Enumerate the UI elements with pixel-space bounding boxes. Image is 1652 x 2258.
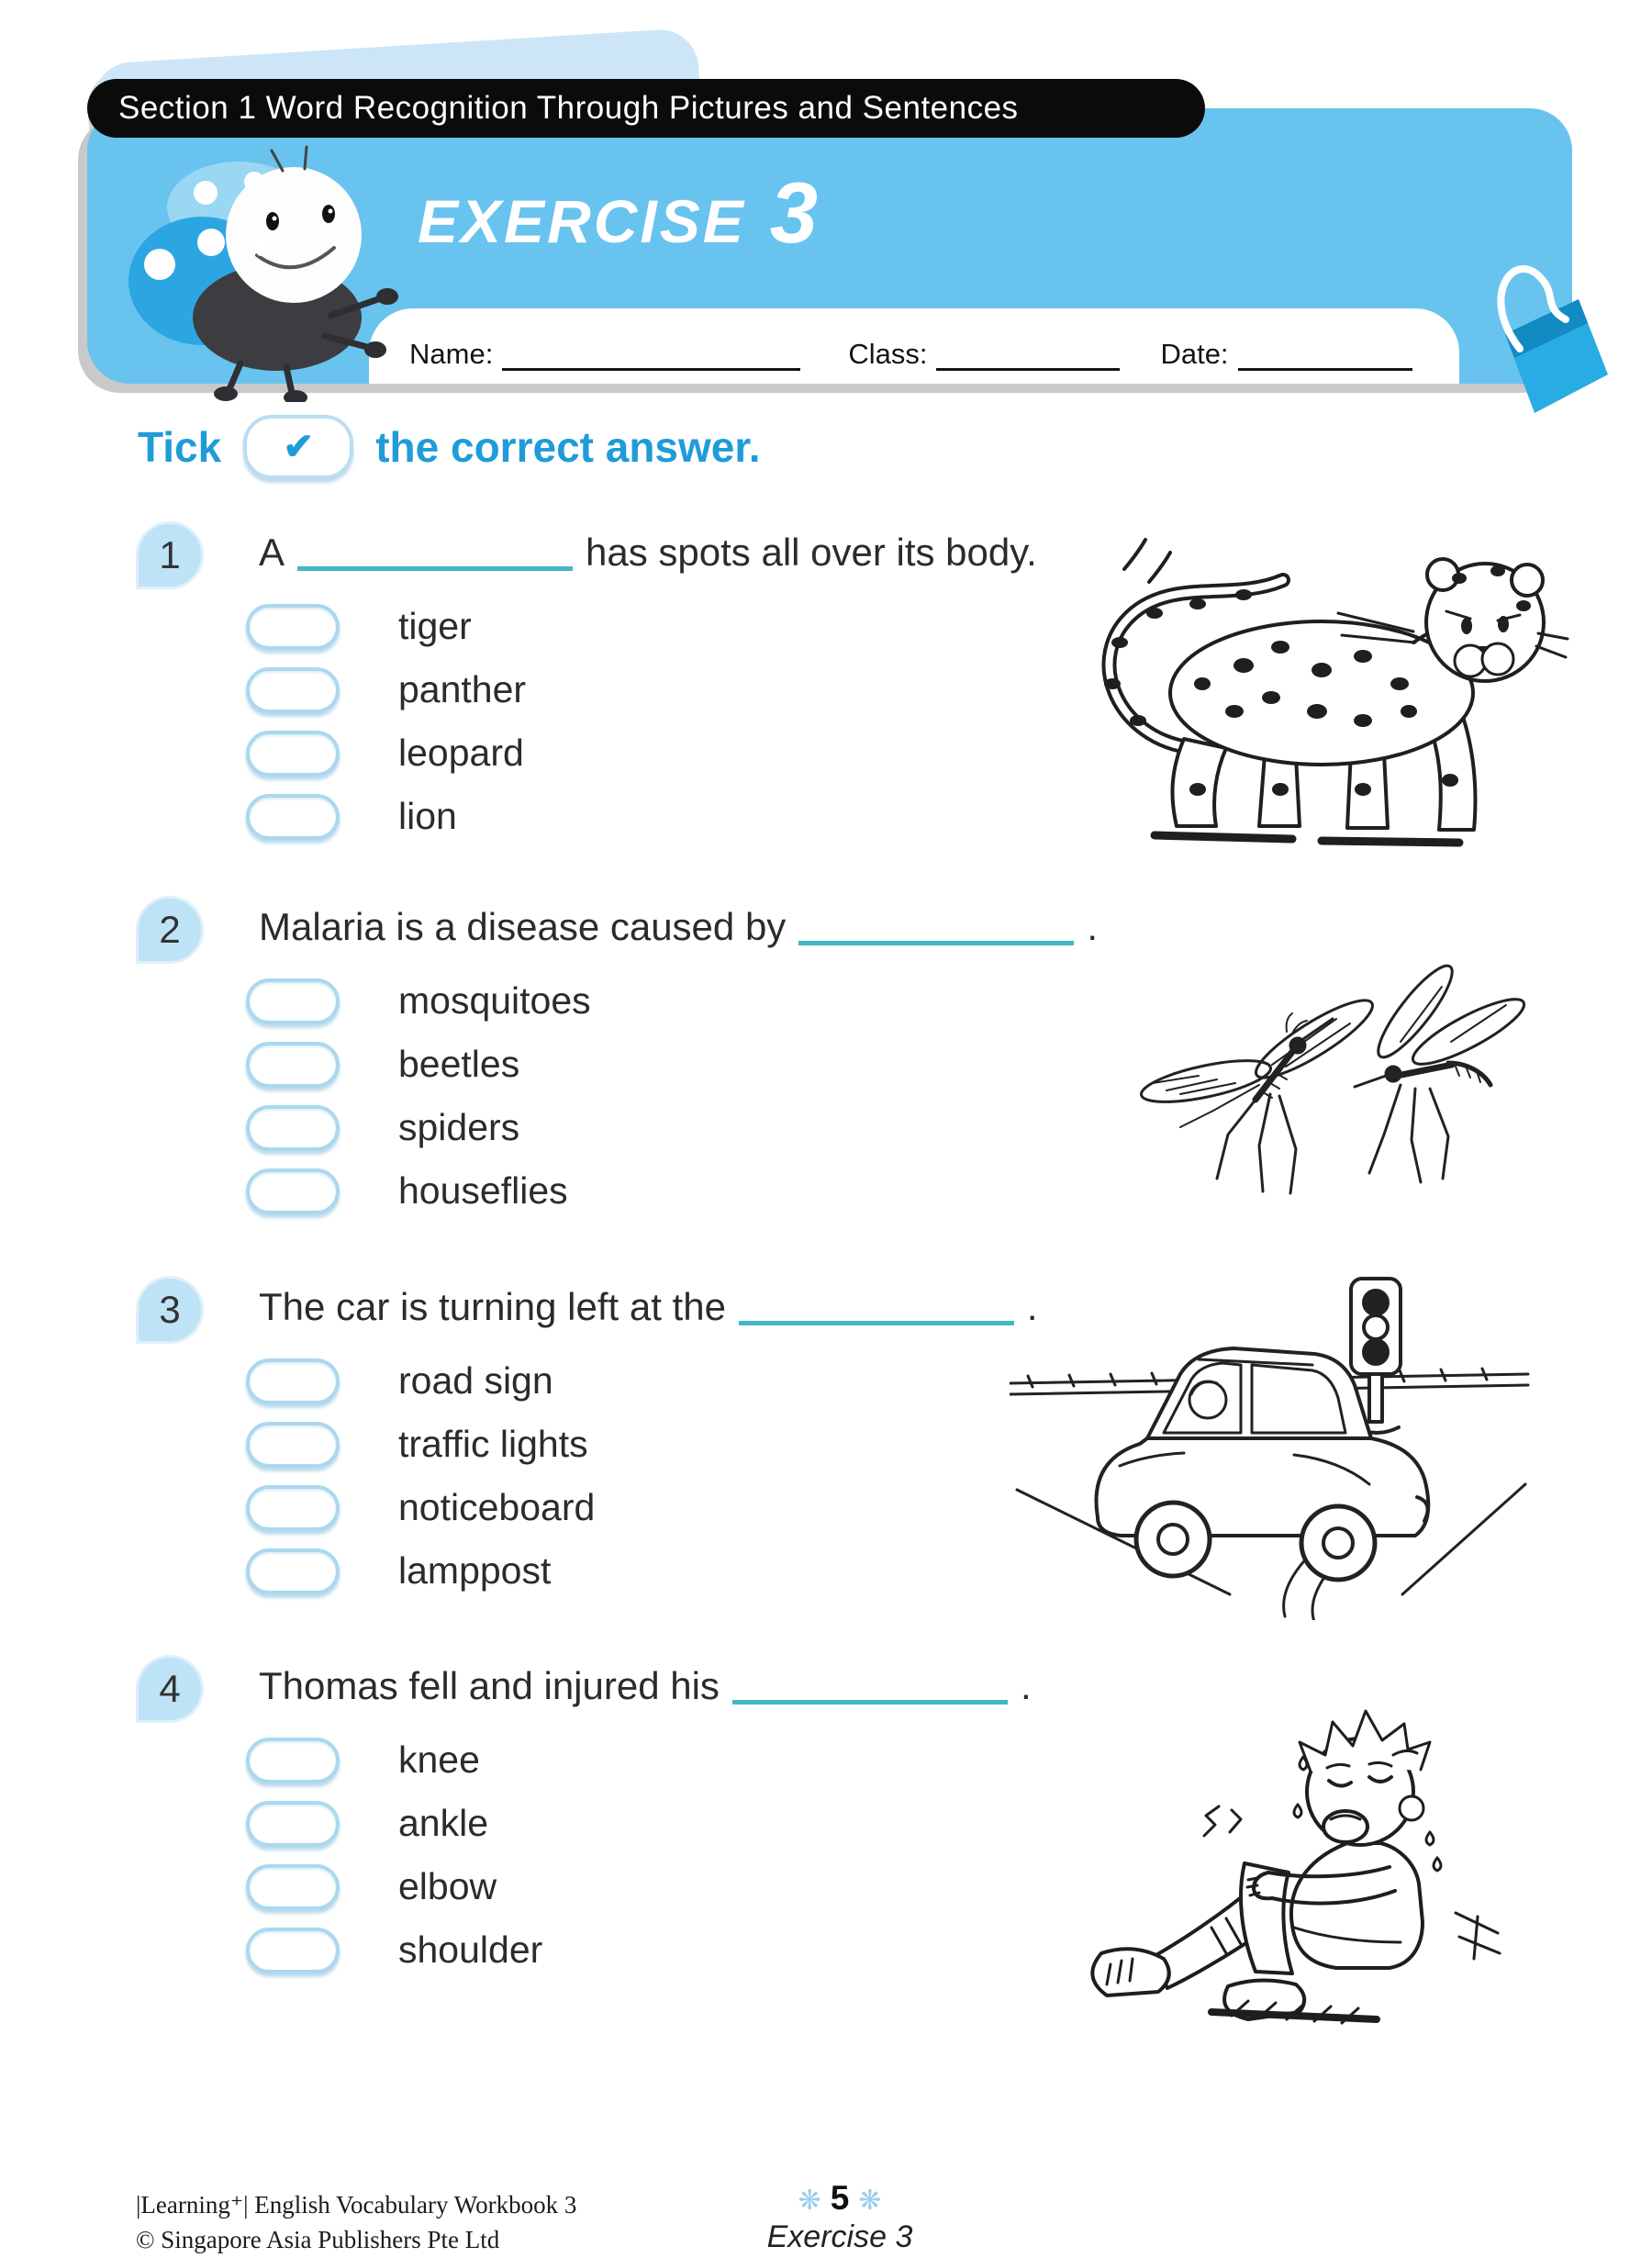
- option-row: [246, 1159, 591, 1223]
- option-row: [246, 785, 526, 848]
- options-list: [246, 969, 591, 1223]
- option-row: [246, 721, 526, 785]
- question-text-after: has spots all over its body.: [586, 531, 1037, 574]
- exercise-title: [418, 163, 818, 263]
- option-label: beetles: [398, 1043, 520, 1085]
- option-checkbox[interactable]: [246, 1738, 340, 1783]
- answer-blank[interactable]: [297, 533, 573, 571]
- option-row: [246, 969, 591, 1033]
- exercise-label: EXERCISE: [418, 187, 746, 255]
- option-row: [246, 658, 526, 721]
- option-row: [246, 1349, 595, 1413]
- answer-blank[interactable]: [732, 1667, 1008, 1705]
- option-checkbox[interactable]: [246, 604, 340, 650]
- question-sentence: [259, 1664, 1032, 1708]
- answer-blank[interactable]: [798, 908, 1074, 945]
- tick-box: [243, 415, 353, 479]
- option-row: [246, 1792, 542, 1855]
- binder-clip-icon: [1452, 246, 1613, 434]
- instruction-prefix: Tick: [138, 423, 222, 471]
- question-number: 2: [159, 908, 181, 951]
- class-field-label: Class:: [848, 338, 928, 370]
- question-number-badge: [136, 1655, 204, 1723]
- option-label: traffic lights: [398, 1423, 588, 1465]
- question-number-badge: [136, 521, 204, 589]
- options-list: [246, 1728, 542, 1982]
- option-label: lion: [398, 795, 457, 837]
- option-checkbox[interactable]: [246, 1042, 340, 1088]
- question-sentence: [259, 1285, 1038, 1329]
- question-4: [0, 1648, 1652, 2042]
- option-checkbox[interactable]: [246, 1928, 340, 1973]
- option-row: [246, 1728, 542, 1792]
- option-checkbox[interactable]: [246, 1358, 340, 1404]
- option-label: houseflies: [398, 1169, 568, 1212]
- option-label: lamppost: [398, 1549, 552, 1592]
- question-number: 4: [159, 1667, 181, 1710]
- date-field-line[interactable]: [1238, 341, 1412, 371]
- question-text-before: A: [259, 531, 285, 574]
- mosquitoes-illustration: [1125, 955, 1538, 1221]
- question-number: 3: [159, 1288, 181, 1331]
- question-text-after: .: [1020, 1664, 1032, 1707]
- car-traffic-light-illustration: [1010, 1271, 1533, 1620]
- option-row: [246, 1539, 595, 1603]
- question-text-before: Thomas fell and injured his: [259, 1664, 720, 1707]
- date-field-label: Date:: [1160, 338, 1229, 370]
- question-sentence: [259, 531, 1037, 575]
- option-checkbox[interactable]: [246, 1168, 340, 1214]
- question-text-after: .: [1026, 1285, 1038, 1328]
- option-row: [246, 1033, 591, 1096]
- page-number-row: [707, 2179, 973, 2218]
- option-label: elbow: [398, 1865, 497, 1907]
- option-row: [246, 1918, 542, 1982]
- tick-icon: ✔: [283, 427, 314, 467]
- option-label: mosquitoes: [398, 979, 591, 1022]
- page-decoration-icon: ❋: [798, 2185, 821, 2216]
- option-row: [246, 1476, 595, 1539]
- question-text-before: Malaria is a disease caused by: [259, 905, 787, 948]
- footer-copyright: © Singapore Asia Publishers Pte Ltd: [136, 2225, 500, 2253]
- option-label: panther: [398, 668, 527, 710]
- option-checkbox[interactable]: [246, 1105, 340, 1151]
- footer-book-title: |Learning⁺| English Vocabulary Workbook 3: [136, 2191, 577, 2219]
- options-list: [246, 595, 526, 848]
- option-checkbox[interactable]: [246, 1864, 340, 1910]
- ladybug-mascot-icon: [103, 127, 410, 402]
- leopard-illustration: [1046, 514, 1569, 863]
- option-label: knee: [398, 1738, 480, 1781]
- section-title: Section 1 Word Recognition Through Pictures and Sentences: [118, 90, 1019, 126]
- option-row: [246, 1413, 595, 1476]
- option-label: spiders: [398, 1106, 520, 1148]
- option-checkbox[interactable]: [246, 1801, 340, 1847]
- option-checkbox[interactable]: [246, 1422, 340, 1468]
- page-decoration-icon: ❋: [858, 2185, 882, 2216]
- option-row: [246, 1096, 591, 1159]
- question-text-after: .: [1087, 905, 1098, 948]
- question-number: 1: [159, 533, 181, 576]
- question-text-before: The car is turning left at the: [259, 1285, 726, 1328]
- answer-blank[interactable]: [739, 1288, 1014, 1325]
- instruction-suffix: the correct answer.: [375, 423, 761, 471]
- question-2: [0, 889, 1652, 1265]
- option-checkbox[interactable]: [246, 1548, 340, 1594]
- question-sentence: [259, 905, 1098, 949]
- class-field-line[interactable]: [936, 341, 1120, 371]
- name-class-date-strip: [369, 308, 1459, 384]
- footer-page-info: [707, 2179, 973, 2255]
- exercise-number: 3: [769, 164, 819, 261]
- question-number-badge: [136, 896, 204, 964]
- name-field-line[interactable]: [502, 341, 800, 371]
- option-row: [246, 1855, 542, 1918]
- footer-publisher-info: [136, 2188, 576, 2258]
- options-list: [246, 1349, 595, 1603]
- option-label: shoulder: [398, 1928, 543, 1971]
- option-checkbox[interactable]: [246, 667, 340, 713]
- option-label: tiger: [398, 605, 472, 647]
- injured-boy-illustration: [1074, 1696, 1514, 2036]
- question-number-badge: [136, 1276, 204, 1344]
- option-checkbox[interactable]: [246, 794, 340, 840]
- option-checkbox[interactable]: [246, 978, 340, 1024]
- question-3: [0, 1269, 1652, 1645]
- page-number: 5: [830, 2179, 850, 2217]
- option-label: road sign: [398, 1359, 553, 1402]
- option-label: ankle: [398, 1802, 489, 1844]
- option-label: noticeboard: [398, 1486, 596, 1528]
- option-label: leopard: [398, 732, 524, 774]
- option-row: [246, 595, 526, 658]
- instruction-line: [138, 415, 761, 479]
- option-checkbox[interactable]: [246, 1485, 340, 1531]
- name-field-label: Name:: [409, 338, 494, 370]
- footer-exercise-caption: Exercise 3: [766, 2219, 913, 2254]
- option-checkbox[interactable]: [246, 731, 340, 777]
- question-1: [0, 514, 1652, 886]
